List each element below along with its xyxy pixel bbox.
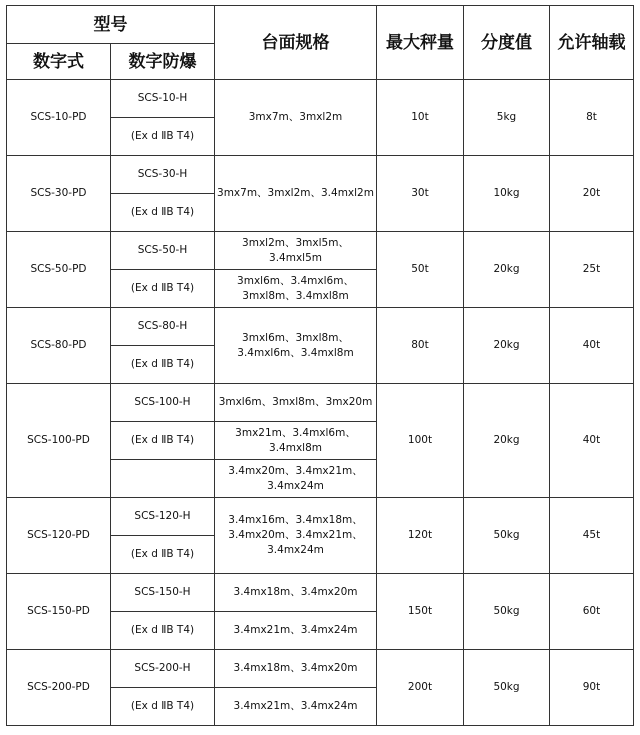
cell-division: 50kg: [464, 650, 550, 726]
cell-digital-model: SCS-200-PD: [7, 650, 111, 726]
cell-ep-rating: (Ex d ⅡB T4): [111, 194, 215, 232]
cell-ep-model: SCS-150-H: [111, 574, 215, 612]
cell-division: 20kg: [464, 308, 550, 384]
cell-platform-spec: 3.4mx18m、3.4mx20m: [215, 650, 377, 688]
header-division: 分度值: [464, 6, 550, 80]
cell-ep-model: SCS-10-H: [111, 80, 215, 118]
cell-digital-model: SCS-50-PD: [7, 232, 111, 308]
cell-max-capacity: 10t: [377, 80, 464, 156]
cell-platform-spec: 3.4mx18m、3.4mx20m: [215, 574, 377, 612]
cell-ep-empty: [111, 460, 215, 498]
cell-division: 20kg: [464, 384, 550, 498]
table-row: [7, 498, 634, 536]
cell-digital-model: SCS-30-PD: [7, 156, 111, 232]
cell-platform-spec: 3mxl6m、3.4mxl6m、3mxl8m、3.4mxl8m: [215, 270, 377, 308]
cell-axle-load: 90t: [550, 650, 634, 726]
header-axle-load: 允许轴载: [550, 6, 634, 80]
cell-digital-model: SCS-80-PD: [7, 308, 111, 384]
cell-platform-spec: 3.4mx21m、3.4mx24m: [215, 612, 377, 650]
cell-ep-rating: (Ex d ⅡB T4): [111, 346, 215, 384]
cell-ep-rating: (Ex d ⅡB T4): [111, 688, 215, 726]
cell-ep-rating: (Ex d ⅡB T4): [111, 536, 215, 574]
cell-platform-spec: 3.4mx21m、3.4mx24m: [215, 688, 377, 726]
cell-ep-model: SCS-30-H: [111, 156, 215, 194]
cell-platform-spec: 3.4mx16m、3.4mx18m、3.4mx20m、3.4mx21m、3.4mx24m: [215, 498, 377, 574]
cell-digital-model: SCS-150-PD: [7, 574, 111, 650]
cell-digital-model: SCS-10-PD: [7, 80, 111, 156]
cell-ep-model: SCS-50-H: [111, 232, 215, 270]
cell-axle-load: 40t: [550, 308, 634, 384]
cell-ep-model: SCS-100-H: [111, 384, 215, 422]
scale-spec-table: [6, 5, 634, 726]
cell-axle-load: 25t: [550, 232, 634, 308]
cell-ep-rating: (Ex d ⅡB T4): [111, 118, 215, 156]
table-row: [7, 156, 634, 194]
header-max-capacity: 最大秤量: [377, 6, 464, 80]
cell-ep-model: SCS-200-H: [111, 650, 215, 688]
cell-ep-rating: (Ex d ⅡB T4): [111, 612, 215, 650]
header-digital: 数字式: [7, 44, 111, 80]
table-row: [7, 384, 634, 422]
table-row: [7, 232, 634, 270]
cell-max-capacity: 50t: [377, 232, 464, 308]
cell-ep-model: SCS-120-H: [111, 498, 215, 536]
cell-platform-spec: 3mx7m、3mxl2m、3.4mxl2m: [215, 156, 377, 232]
table-row: [7, 650, 634, 688]
cell-max-capacity: 150t: [377, 574, 464, 650]
cell-digital-model: SCS-120-PD: [7, 498, 111, 574]
cell-digital-model: SCS-100-PD: [7, 384, 111, 498]
cell-axle-load: 40t: [550, 384, 634, 498]
cell-axle-load: 8t: [550, 80, 634, 156]
cell-ep-model: SCS-80-H: [111, 308, 215, 346]
cell-platform-spec: 3mxl6m、3mxl8m、3mx20m: [215, 384, 377, 422]
cell-max-capacity: 30t: [377, 156, 464, 232]
cell-division: 5kg: [464, 80, 550, 156]
table-row: [7, 80, 634, 118]
cell-ep-rating: (Ex d ⅡB T4): [111, 270, 215, 308]
cell-platform-spec: 3mx21m、3.4mxl6m、3.4mxl8m: [215, 422, 377, 460]
cell-division: 50kg: [464, 574, 550, 650]
cell-platform-spec: 3mx7m、3mxl2m: [215, 80, 377, 156]
cell-platform-spec: 3.4mx20m、3.4mx21m、3.4mx24m: [215, 460, 377, 498]
cell-ep-rating: (Ex d ⅡB T4): [111, 422, 215, 460]
cell-division: 20kg: [464, 232, 550, 308]
cell-division: 50kg: [464, 498, 550, 574]
cell-platform-spec: 3mxl2m、3mxl5m、3.4mxl5m: [215, 232, 377, 270]
header-explosion-proof: 数字防爆: [111, 44, 215, 80]
table-row: [7, 574, 634, 612]
cell-axle-load: 60t: [550, 574, 634, 650]
header-platform-spec: 台面规格: [215, 6, 377, 80]
header-model-group: 型号: [7, 6, 215, 44]
cell-platform-spec: 3mxl6m、3mxl8m、3.4mxl6m、3.4mxl8m: [215, 308, 377, 384]
cell-max-capacity: 100t: [377, 384, 464, 498]
cell-max-capacity: 120t: [377, 498, 464, 574]
cell-max-capacity: 200t: [377, 650, 464, 726]
cell-max-capacity: 80t: [377, 308, 464, 384]
cell-division: 10kg: [464, 156, 550, 232]
cell-axle-load: 45t: [550, 498, 634, 574]
cell-axle-load: 20t: [550, 156, 634, 232]
table-row: [7, 308, 634, 346]
